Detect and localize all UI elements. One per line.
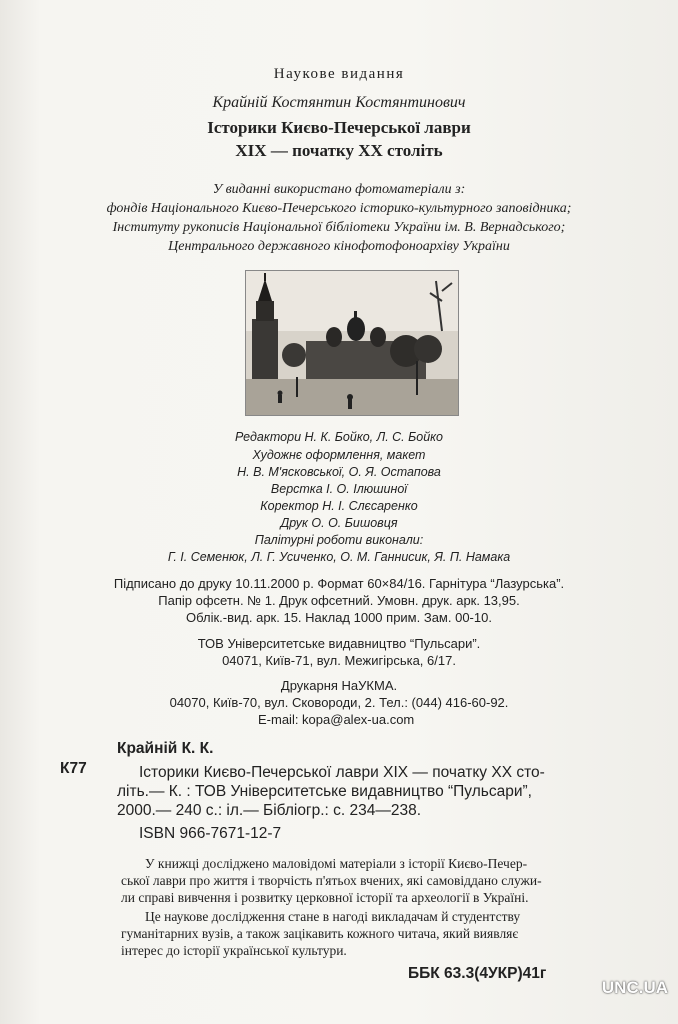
credit-design-names: Н. В. М'ясковської, О. Я. Остапова bbox=[237, 465, 441, 479]
credit-layout: Верстка І. О. Ілюшиної bbox=[270, 482, 408, 496]
abstract-p1-line3: ли справі вивчення і розвитку церковної історії та археології в Україні. bbox=[121, 890, 529, 905]
bib-line1: Історики Києво-Печерської лаври XIX — початку XX сто- bbox=[139, 764, 545, 781]
classification-code: ББК 63.3(4УКР)41г bbox=[408, 965, 547, 982]
photo-note-line4: Центрального державного кінофотофоноархіву України bbox=[168, 239, 510, 254]
credit-print: Друк О. О. Бишовця bbox=[280, 516, 398, 530]
credit-proofreader: Коректор Н. І. Слєсаренко bbox=[260, 499, 418, 513]
lavra-photo-image bbox=[246, 271, 458, 415]
credit-editors: Редактори Н. К. Бойко, Л. С. Бойко bbox=[234, 430, 444, 444]
bib-line2: літь.— К. : ТОВ Університетське видавництво “Пульсари”, bbox=[117, 783, 532, 800]
photo-note-line2: фондів Національного Києво-Печерського історико-культурного заповідника; bbox=[106, 201, 572, 216]
abstract-p1-line1: У книжці досліджено маловідомі матеріали з історії Києво-Печер- bbox=[145, 856, 528, 871]
imprint-line3: Облік.-вид. арк. 15. Наклад 1000 прим. Зам. 00-10. bbox=[186, 610, 492, 625]
printer-address: 04070, Київ-70, вул. Сковороди, 2. Тел.: (044) 416-60-92. bbox=[169, 695, 509, 710]
imprint-line1: Підписано до друку 10.11.2000 р. Формат 60×84/16. Гарнітура “Лазурська”. bbox=[113, 576, 565, 591]
book-title-line1: Історики Києво-Печерської лаври bbox=[207, 118, 471, 137]
abstract-p1-line2: ської лаври про життя і творчість п'ятьох вчених, які самовіддано служи- bbox=[121, 873, 542, 888]
bib-author: Крайній К. К. bbox=[117, 740, 214, 757]
photo-note-line3: Інституту рукописів Національної бібліотеки України ім. В. Вернадського; bbox=[112, 220, 566, 235]
watermark-logo: UNC.UA bbox=[601, 978, 668, 997]
publisher-address: 04071, Київ-71, вул. Межигірська, 6/17. bbox=[222, 653, 456, 668]
photo-note-line1: У виданні використано фотоматеріали з: bbox=[212, 182, 466, 197]
printer-name: Друкарня НаУКМА. bbox=[280, 678, 398, 693]
credit-palette-title: Палітурні роботи виконали: bbox=[254, 533, 424, 547]
bib-line3: 2000.— 240 с.: іл.— Бібліогр.: с. 234—238. bbox=[117, 802, 422, 819]
imprint-line2: Папір офсетн. № 1. Друк офсетний. Умовн. друк. арк. 13,95. bbox=[158, 593, 520, 608]
abstract-p2-line1: Це наукове дослідження стане в нагоді викладачам й студентству bbox=[145, 909, 521, 924]
publisher-name: ТОВ Університетське видавництво “Пульсари”. bbox=[197, 636, 481, 651]
bib-code: К77 bbox=[60, 760, 87, 777]
lavra-photo bbox=[245, 270, 459, 416]
abstract-p2-line3: інтерес до історії української культури. bbox=[121, 943, 347, 958]
series-label: Наукове видання bbox=[273, 66, 405, 82]
bib-isbn: ISBN 966-7671-12-7 bbox=[139, 825, 282, 842]
printer-email: E-mail: kopa@alex-ua.com bbox=[258, 712, 415, 727]
credit-palette-names: Г. І. Семенюк, Л. Г. Усиченко, О. М. Ганнисик, Я. П. Намака bbox=[167, 550, 511, 564]
abstract-p2-line2: гуманітарних вузів, а також зацікавить кожного читача, який виявляє bbox=[121, 926, 519, 941]
book-title-line2: XIX — початку XX століть bbox=[235, 141, 443, 160]
credit-design-title: Художнє оформлення, макет bbox=[252, 448, 426, 462]
author-name: Крайній Костянтин Костянтинович bbox=[212, 94, 466, 111]
